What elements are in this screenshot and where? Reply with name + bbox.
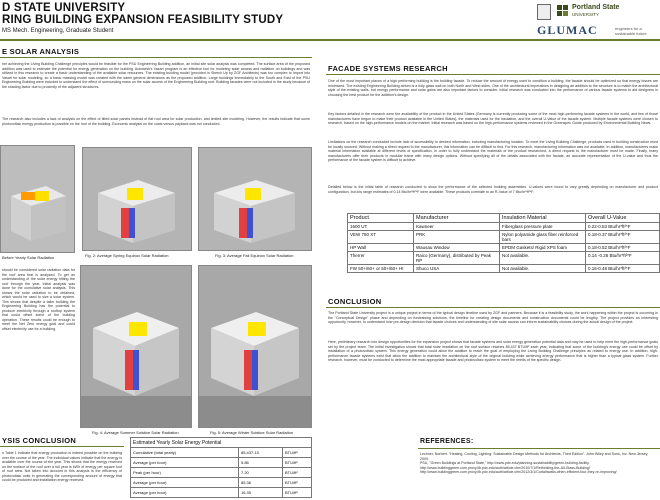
poster-header (0, 0, 660, 40)
list-item: http://www.buildinggreen.com.proxy.lib.pdx.edu/auth/article.cfm/2012/3/1/Curtainwalls-when-efficient-four-they-re-improving/ (420, 470, 617, 475)
poster-title-line-2: RING BUILDING EXPANSION FEASIBILITY STUDY (2, 14, 284, 26)
psu-name: Portland State (572, 4, 620, 11)
figure-2-caption: Fig. 2: Average Spring Equinox Solar Radiation (85, 253, 169, 258)
glumac-logo (537, 23, 660, 37)
table-row: HP Wall Wausau Window EPDM Gaskets/ Rigid XPS foam 0.18-0.52 Btu/hr*ft²*F (348, 244, 660, 252)
table-row: Peak (per hour) 7.20 BTU/ft² (131, 468, 312, 478)
references-heading: REFERENCES: (420, 438, 474, 445)
list-item: PSU, "Green Buildings at Portland State," http://www.pdx.edu/planning-sustainability/green-building-facility. (420, 461, 590, 466)
table-row: Cumulative (total yearly) 85,437.15 BTU/ft² (131, 448, 312, 458)
analysis-conclusion-text: n Table 1 indicate that energy production is indeed possible on the building over the course of the year. The individual values indicate that the energy is available over the course of the year. This shows that the energy received on the surface of the roof over a full year is kWh of energy per square foot of roof area. Not taken into account in this analysis is the efficiency of photovoltaic units in generating the corresponding amount of energy that could be produced and installation energy received. (2, 451, 122, 482)
table-header-row: Product Manufacturer Insulation Material Overall U-Value (348, 214, 660, 223)
conclusion-heading-rule (326, 307, 660, 308)
table-row: Average (per hour) 5.86 BTU/ft² (131, 458, 312, 468)
header-divider (0, 39, 660, 41)
yearly-solar-radiation-figure (0, 145, 75, 253)
facade-table-intro-text: Detailed below is the initial table of research conducted to show the performance of the selected building assemblies. U-values were found to vary greatly depending on manufacturer and product configuration, but low range estimates of 0.14 Btu/hr*ft²*F were available. These products correlate to an R-Value of 7 Btu/hr*ft²*F. (328, 185, 658, 194)
conclusion-heading: CONCLUSION (328, 297, 382, 306)
table-row: FW 50+/60+ or 50+/60+ HI Shuco USA Not available. 0.16-0.48 Btu/hr*ft²*F (348, 265, 660, 273)
poster-title-line-1: D STATE UNIVERSITY (2, 2, 126, 14)
facade-intro-text: One of the most important places of a high performing building is the building facade. To reduce the amount of energy used to condition a building, the facade should be optimized so that energy losses are minimized. The existing Engineering Building atrium is a fully glass wall on both North and West sides. One of the architectural imperatives in designing an addition to the structure is to match the architectural style of the existing walls, but energy performance and solar gains are also important factors to consider. Initial research was conducted into the performance of various facade systems to aid designers in choosing the best product for the addition's design. (328, 79, 658, 97)
university-seal-icon (537, 4, 551, 20)
glumac-tagline: engineers for a sustainable future (615, 26, 647, 36)
psu-mark-icon (557, 5, 569, 17)
facade-key-factors-text: Key factors detailed in the research were the availability of the product in the United States (Germany is currently producing some of the most high-performing facade systems in the world, and few of those manufacturers have begun to make their product available in the United States), the materials used for the insulation, and the overall U-Value of the facade system. Multiple facade systems were chosen to research, based on the high-performance models on the market. Initial research was based on the high-performance systems reviewed in the Greenspec Guide produced by Environmental Building News. (328, 112, 658, 125)
facade-research-heading: FACADE SYSTEMS RESEARCH (328, 64, 448, 73)
energy-table-title: Estimated Yearly Solar Energy Potential (131, 438, 312, 448)
references-heading-rule (418, 448, 660, 449)
figure-4-caption: Fig. 4: Average Summer Solstice Solar Radiation (92, 430, 179, 435)
figure-3-caption: Fig. 3: Average Fall Equinox Solar Radiation (215, 253, 294, 258)
psu-sub: UNIVERSITY (572, 12, 600, 17)
solar-limitations-text: The research also includes a lack of analysis on the effect of tilted solar panels instead of flat roof area for solar production, and limited site modeling. However, the results indicate that some photovoltaic energy production is possible on the roof of the building. Economic analysis on the costs versus payback was not conducted. (2, 117, 310, 126)
psu-logo (557, 3, 660, 21)
solar-side-text: should be considered solar radiation data for the roof area that is analyzed. To get an understanding of the solar energy hitting the roof through the year, initial analysis was done for the cumulative solar analysis. This shows the solar radiation to be obtained, which would be used to size a solar system. This shows that despite a taller building the Engineering Building has the potential to produce electricity through a rooftop system that could offset some of the building operation. These results could be enough to meet the Net Zero energy goal and could offset electricity use for a building. (2, 268, 75, 331)
facade-heading-rule (326, 74, 660, 75)
table-row: 1600 UT Kawneer Fiberglass pressure plate 0.22-0.53 Btu/hr*ft²*F (348, 223, 660, 231)
table-row: Therrer Raico (Germany), distributed by Peak RP Not available. 0.14 -0.26 Btu/hr*ft²*F (348, 252, 660, 265)
winter-solstice-figure (198, 265, 312, 428)
analysis-conclusion-heading: YSIS CONCLUSION (2, 436, 77, 445)
facade-systems-table (347, 213, 660, 273)
list-item: http://www.buildinggreen.com.proxy.lib.pdx.edu/auth/article.cfm/2010/7/1/Rethinking-the-All-Glass-Building/ (420, 465, 590, 470)
spring-equinox-figure (82, 147, 192, 251)
figure-5-caption: Fig. 5: Average Winter Solstice Solar Radiation (210, 430, 294, 435)
fall-equinox-figure (198, 147, 312, 251)
solar-heading-rule (0, 57, 312, 58)
list-item: Lechner, Norbert. "Heating, Cooling, Lighting: Sustainable Design Methods for Architects, Third Edition". John Wiley and Sons, Inc. New Jersey, 2009. (420, 452, 649, 461)
analysis-conclusion-rule (0, 446, 124, 447)
figure-1-caption: Before Yearly Solar Radiation (2, 255, 55, 260)
facade-limitations-text: Limitations on the research conducted include lack of accessibility to desired information, including manufacturing location. To meet the Living Building Challenge, products used in building construction must be locally sourced. Without making a direct request to the manufacturer, this information can be difficult to find. For this research, manufacturing information was not available. In addition, manufacturers make material information available at different levels of specification, in order to fully understand the materials of the product researched, a direct request to the manufacturer must be made. Finally, many manufacturers offer their products in modular frame with many design options. Without specifying all of the details associated with the facade, an accurate representation of the U-value and thus the performance of the facade system is difficult to achieve. (328, 140, 658, 162)
table-row: Average (per hour) 85.36 BTU/ft² (131, 478, 312, 488)
references-list (420, 452, 658, 475)
table-row: Average (per hour) 16.35 BTU/ft² (131, 488, 312, 498)
conclusion-text-2: Here, preliminary research into design opportunities for the expansion project shows that facade systems and solar energy generation potential data and may be used to help meet the high-performance goals set by the project team. The initial investigation shows that total solar irradiation on the roof surface reaches 85,437 BTU/ft² each year, indicating that some of the building's energy use could be offset by installation of a photovoltaic system. This energy generation could allow the addition to reach the goal of employing the Living Building Challenge principles as related to energy use. In addition, high-performance facade systems exist that allow the addition to maintain the architectural style of the original building while achieving energy performance that is higher than a typical glass system. Further research, however, must be conducted to determine the most appropriate facade and photovoltaic system to meet the needs of the specific design. (328, 340, 658, 362)
yearly-solar-energy-table (130, 437, 312, 498)
table-row: VEW 750 XT PRK Nylon polyamide glass fiber reinforced bars 0.18-0.37 Btu/hr*ft²*F (348, 231, 660, 244)
conclusion-text-1: The Portland State University project is a unique project in terms of the typical design timeline used by ZGF and partners. Because it is a feasibility study, the work happening within the project is occurring in the "Conceptual Design" phase and depending on fundraising solutions, the timeline for creating design documents and construction documents could be lengthy. The project provides an interesting opportunity, however, to understand how pre-design decision that facade choices and understanding of site solar access can inform sustainability choices during the actual design of the project. (328, 311, 658, 324)
solar-analysis-heading: E SOLAR ANALYSIS (2, 47, 80, 56)
poster-author: MS Mech. Engineering, Graduate Student (2, 28, 114, 34)
summer-solstice-figure (80, 265, 192, 428)
solar-intro-text: her achieving the Living Building Challenge principles would be feasible for the PSU Engineering Building addition, an initial site solar analysis was completed. The surface area of the proposed addition was used to estimate the potential for energy generation on the building. Autodesk's Vasari program is an effective tool for modeling solar access and radiation on buildings and was utilized in this research to create a basic understanding of the available solar resources. The existing building model (provided in Sketch Up by ZGF Architects) was too complex to import into Vasari for solar modeling, so a basic massing model was created with the same general dimensions as the proposed addition. Large buildings immediately to the South and East of the PSU Engineering Building were included to understand the effect of surrounding mass on the solar access of the Engineering Building roof. Building facades were not included in the study because of the shading factor due to proximity of the adjacent structures. (2, 62, 310, 89)
glumac-name: GLUMAC (537, 23, 598, 37)
